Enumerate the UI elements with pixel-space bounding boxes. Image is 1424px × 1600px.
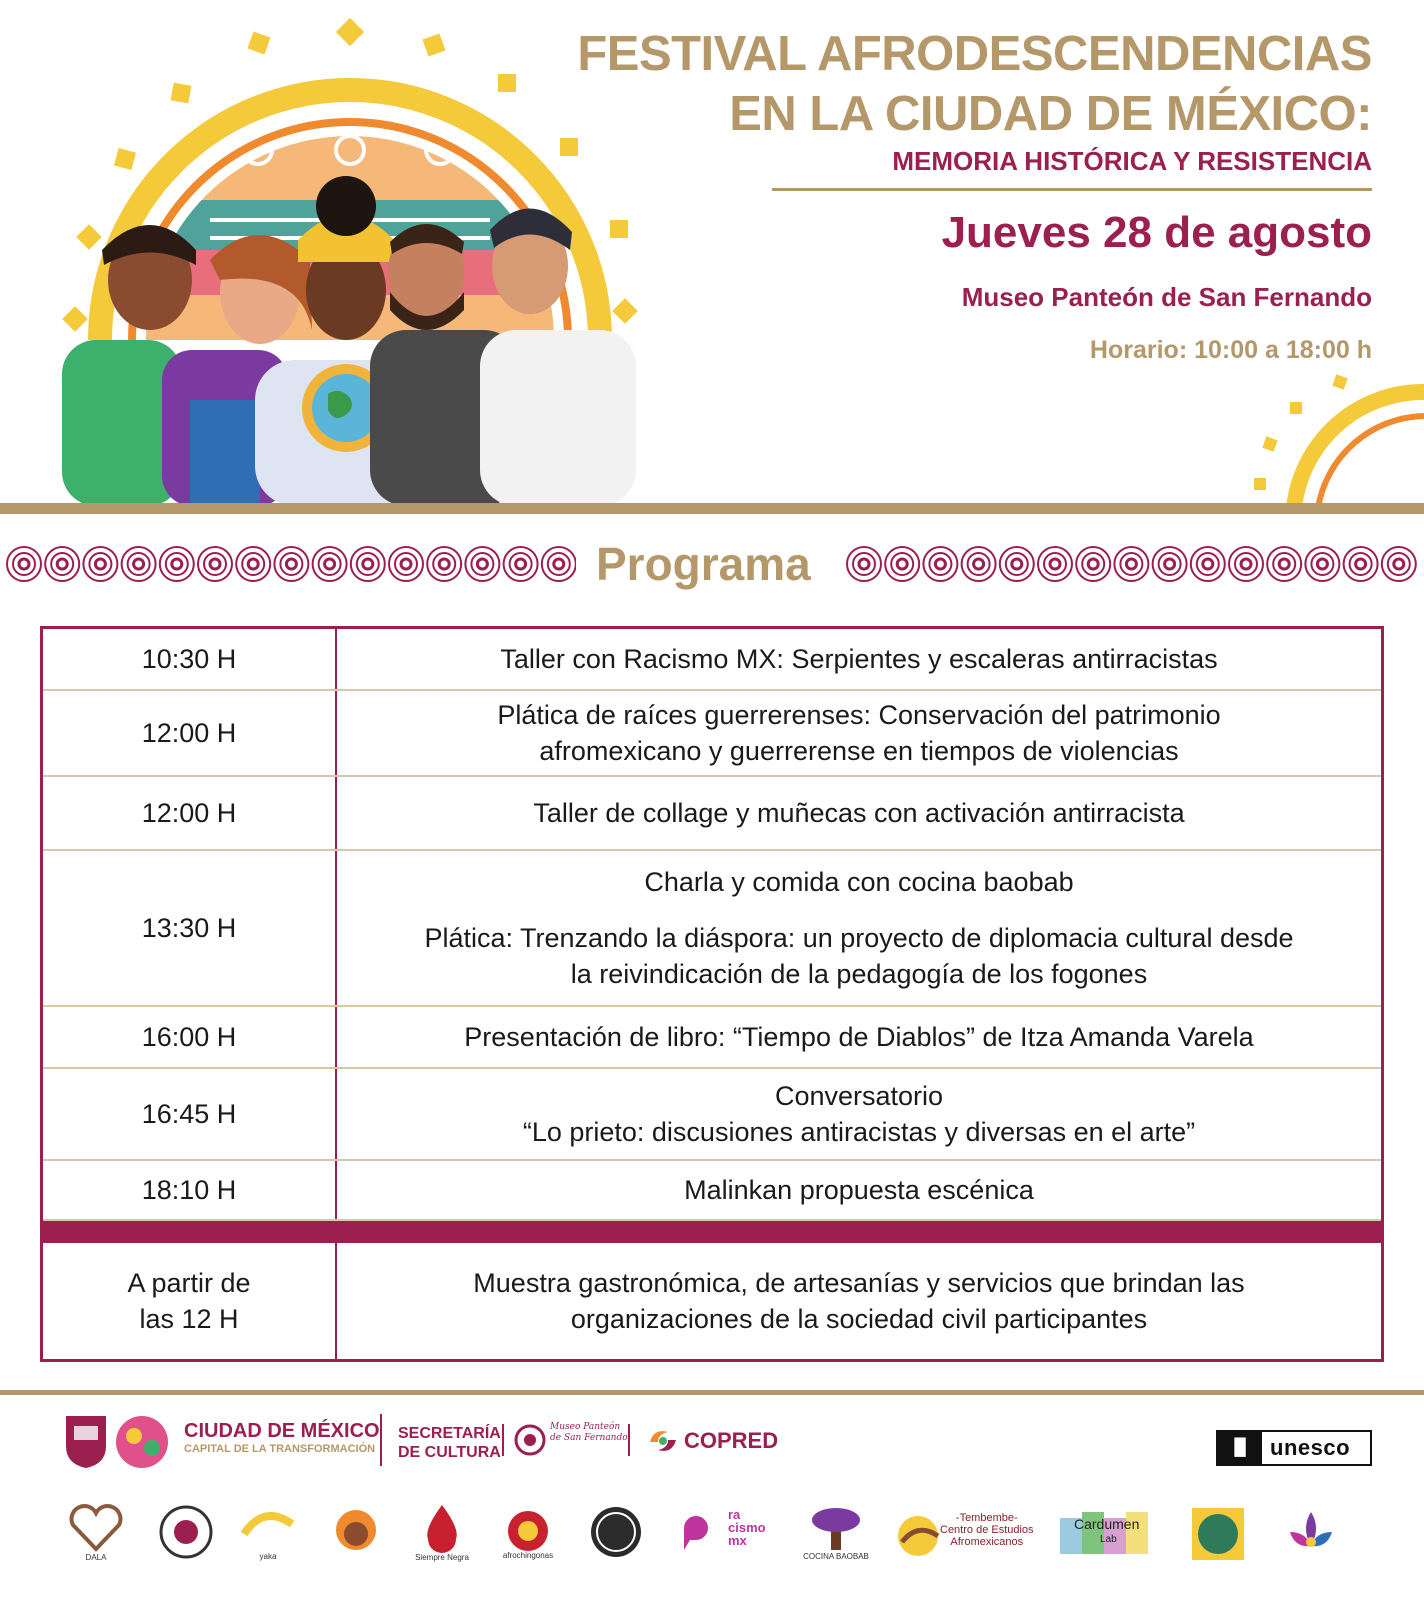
afrochingonas-logo: [492, 1500, 564, 1564]
activity-line: Plática de raíces guerrerenses: Conservación del patrimonio: [497, 700, 1221, 730]
yaka-mark-icon: [238, 1504, 298, 1552]
schedule-row: [43, 1007, 1381, 1069]
dala-label: DALA: [85, 1552, 107, 1562]
pattern-circle: [1044, 553, 1066, 575]
time-line: las 12 H: [139, 1304, 239, 1334]
pattern-circle: [1006, 553, 1028, 575]
pattern-circle: [363, 559, 373, 569]
programa-heading-row: [0, 536, 1424, 592]
pattern-circle: [1165, 559, 1175, 569]
row-activity: [337, 851, 1381, 1005]
partner-logos: [60, 1500, 1380, 1570]
row-time: 10:30 H: [43, 629, 337, 689]
cdmx-name: CIUDAD DE MÉXICO: [184, 1420, 380, 1442]
schedule-row: [43, 691, 1381, 777]
row-activity: [337, 1007, 1381, 1067]
pattern-circle: [1050, 559, 1060, 569]
cocina-baobab-logo: [800, 1500, 872, 1564]
pattern-circle: [968, 553, 990, 575]
pattern-circle: [1350, 553, 1372, 575]
baobab-tree-icon: [809, 1504, 863, 1552]
pattern-circle: [1197, 553, 1219, 575]
logo-divider: [502, 1424, 504, 1456]
pattern-circle: [853, 553, 875, 575]
pattern-circle: [1356, 559, 1366, 569]
pattern-circle: [1394, 559, 1404, 569]
pattern-circle: [1279, 559, 1289, 569]
pattern-circle: [172, 559, 182, 569]
secretaria-line-2: DE CULTURA: [398, 1444, 501, 1461]
pattern-circle: [1159, 553, 1181, 575]
pattern-circle: [859, 559, 869, 569]
pattern-circle: [1120, 553, 1142, 575]
lotus-flower-icon: [1284, 1506, 1338, 1560]
tembembe-mask-icon: [894, 1512, 942, 1558]
museo-line-2: de San Fernando: [550, 1433, 628, 1443]
people-group: [62, 176, 636, 506]
programa-title: Programa: [596, 538, 811, 590]
schedule-separator: [43, 1221, 1381, 1243]
afrouniversidad-seal-icon: [158, 1504, 214, 1560]
community-badge-icon: [1190, 1506, 1246, 1562]
pattern-circle: [897, 559, 907, 569]
pattern-circle: [95, 559, 105, 569]
pattern-circle: [1203, 559, 1213, 569]
raices-logo: [320, 1500, 392, 1564]
pattern-circle: [286, 559, 296, 569]
pattern-circle: [357, 553, 379, 575]
secretaria-line-1: SECRETARÍA: [398, 1425, 501, 1442]
event-date: Jueves 28 de agosto: [941, 208, 1372, 257]
footer-band: [0, 1390, 1424, 1395]
ictal-badge-icon: [588, 1504, 644, 1560]
schedule-row: [43, 629, 1381, 691]
pattern-circle: [471, 553, 493, 575]
racismo-mx-icon: [680, 1514, 722, 1554]
copred-swirl-icon: [646, 1426, 680, 1456]
racismo-line-3: mx: [728, 1533, 747, 1548]
pattern-circle: [974, 559, 984, 569]
row-activity: [337, 629, 1381, 689]
siempre-negra-label: Siempre Negra: [415, 1552, 469, 1562]
pattern-circle: [1235, 553, 1257, 575]
activity-line: Presentación de libro: “Tiempo de Diablos” de Itza Amanda Varela: [464, 1022, 1254, 1052]
pattern-circle: [891, 553, 913, 575]
cardumen-wordmark: Cardumen: [1074, 1516, 1140, 1532]
title-divider: [772, 188, 1372, 191]
schedule-row: [43, 851, 1381, 1007]
logo-divider: [380, 1414, 382, 1466]
activity-line: la reivindicación de la pedagogía de los fogones: [570, 959, 1148, 989]
pattern-circle: [280, 553, 302, 575]
cdmx-wordmark: [184, 1420, 380, 1456]
yaka-label: yaka: [259, 1551, 277, 1561]
activity-line: Muestra gastronómica, de artesanías y servicios que brindan las: [473, 1268, 1245, 1298]
pattern-circle: [510, 553, 532, 575]
pattern-circle: [1126, 559, 1136, 569]
pattern-circle: [1311, 553, 1333, 575]
activity-line: Charla y comida con cocina baobab: [644, 867, 1074, 897]
pattern-circle: [319, 553, 341, 575]
event-hours: Horario: 10:00 a 18:00 h: [1089, 336, 1372, 364]
schedule-table: [40, 626, 1384, 1362]
pattern-circle: [395, 553, 417, 575]
pattern-circle: [1241, 559, 1251, 569]
activity-line: Conversatorio: [774, 1081, 944, 1111]
circle-pattern-right: [844, 544, 1420, 584]
row-time: 16:45 H: [43, 1069, 337, 1159]
pattern-circle: [134, 559, 144, 569]
raices-head-icon: [330, 1506, 382, 1558]
schedule-row: [43, 1161, 1381, 1221]
title-line-2: EN LA CIUDAD DE MÉXICO:: [729, 87, 1372, 141]
pattern-circle: [401, 559, 411, 569]
pattern-circle: [248, 559, 258, 569]
pattern-circle: [1273, 553, 1295, 575]
title-line-1: FESTIVAL AFRODESCENDENCIAS: [577, 27, 1372, 81]
pattern-circle: [210, 559, 220, 569]
row-time: 16:00 H: [43, 1007, 337, 1067]
pattern-circle: [325, 559, 335, 569]
activity-line: Taller de collage y muñecas con activación antirracista: [533, 798, 1185, 828]
festival-subtitle: MEMORIA HISTÓRICA Y RESISTENCIA: [892, 146, 1372, 176]
racismo-line-2: cismo: [728, 1520, 766, 1535]
afrochingonas-label: afrochingonas: [502, 1550, 554, 1560]
siempre-negra-logo: [406, 1500, 478, 1564]
pattern-circle: [1082, 553, 1104, 575]
time-line: A partir de: [127, 1268, 251, 1298]
pattern-circle: [204, 553, 226, 575]
afrouniversidad-logo: [150, 1500, 222, 1564]
tembembe-line-1: -Tembembe-: [955, 1512, 1018, 1524]
tembembe-line-3: Afromexicanos: [950, 1536, 1024, 1548]
museo-line-1: Museo Panteón: [550, 1422, 621, 1432]
pattern-circle: [548, 553, 570, 575]
secretaria-cultura-logo: [398, 1424, 501, 1462]
row-activity: [337, 691, 1381, 775]
baobab-label: COCINA BAOBAB: [803, 1551, 869, 1561]
pattern-circle: [929, 553, 951, 575]
pattern-circle: [242, 553, 264, 575]
pattern-circle: [1012, 559, 1022, 569]
pattern-circle: [1388, 553, 1410, 575]
event-venue: Museo Panteón de San Fernando: [961, 282, 1372, 312]
activity-line: afromexicano y guerrerense en tiempos de violencias: [539, 736, 1179, 766]
schedule-row: [43, 1069, 1381, 1161]
museo-seal-icon: [514, 1424, 546, 1456]
schedule-row: [43, 777, 1381, 851]
activity-line: organizaciones de la sociedad civil participantes: [570, 1304, 1148, 1334]
pattern-circle: [57, 559, 67, 569]
row-time: 13:30 H: [43, 851, 337, 1005]
sponsor-logos-primary: [62, 1410, 1372, 1470]
pattern-circle: [1317, 559, 1327, 569]
pattern-circle: [89, 553, 111, 575]
pattern-circle: [166, 553, 188, 575]
cardumen-sub: Lab: [1100, 1534, 1117, 1545]
pattern-circle: [554, 559, 564, 569]
unesco-wordmark: unesco: [1270, 1435, 1351, 1460]
activity-line: Plática: Trenzando la diáspora: un proyecto de diplomacia cultural desde: [424, 923, 1294, 953]
festival-title: [552, 24, 1372, 178]
cdmx-shield-icon: [62, 1410, 174, 1470]
row-time: [43, 1243, 337, 1359]
row-activity: [337, 1243, 1381, 1359]
row-time: 12:00 H: [43, 777, 337, 849]
tembembe-line-2: Centro de Estudios: [940, 1524, 1034, 1536]
pattern-circle: [1088, 559, 1098, 569]
pattern-circle: [433, 553, 455, 575]
row-activity: [337, 1161, 1381, 1219]
unesco-temple-icon: █: [1218, 1432, 1262, 1464]
activity-line: Taller con Racismo MX: Serpientes y escaleras antirracistas: [500, 644, 1218, 674]
racismo-line-1: ra: [728, 1507, 741, 1522]
activity-line: Malinkan propuesta escénica: [684, 1175, 1034, 1205]
copred-wordmark: COPRED: [684, 1428, 779, 1453]
pattern-circle: [128, 553, 150, 575]
schedule-row-extra: [43, 1243, 1381, 1359]
logo-divider: [628, 1424, 630, 1456]
row-time: 12:00 H: [43, 691, 337, 775]
racismo-mx-wordmark: [728, 1508, 766, 1547]
corner-sun-decoration: [1254, 372, 1424, 508]
pattern-circle: [439, 559, 449, 569]
pattern-circle: [477, 559, 487, 569]
circle-pattern-left: [4, 544, 576, 584]
row-time: 18:10 H: [43, 1161, 337, 1219]
cdmx-tagline: CAPITAL DE LA TRANSFORMACIÓN: [184, 1443, 376, 1455]
yaka-logo: [232, 1500, 304, 1564]
pattern-circle: [13, 553, 35, 575]
pattern-circle: [51, 553, 73, 575]
siempre-negra-drop-icon: [422, 1503, 462, 1553]
row-activity: [337, 777, 1381, 849]
dala-heart-icon: [67, 1503, 125, 1553]
museo-wordmark: [550, 1422, 628, 1444]
dala-logo: [60, 1500, 132, 1564]
row-activity: [337, 1069, 1381, 1159]
pattern-circle: [19, 559, 29, 569]
pattern-circle: [516, 559, 526, 569]
ictal-logo: [580, 1500, 652, 1564]
unesco-logo: [1216, 1430, 1372, 1466]
afrochingonas-sun-icon: [502, 1505, 554, 1551]
activity-line: “Lo prieto: discusiones antiracistas y diversas en el arte”: [522, 1117, 1196, 1147]
tembembe-wordmark: [940, 1512, 1034, 1548]
pattern-circle: [935, 559, 945, 569]
header-band: [0, 503, 1424, 514]
